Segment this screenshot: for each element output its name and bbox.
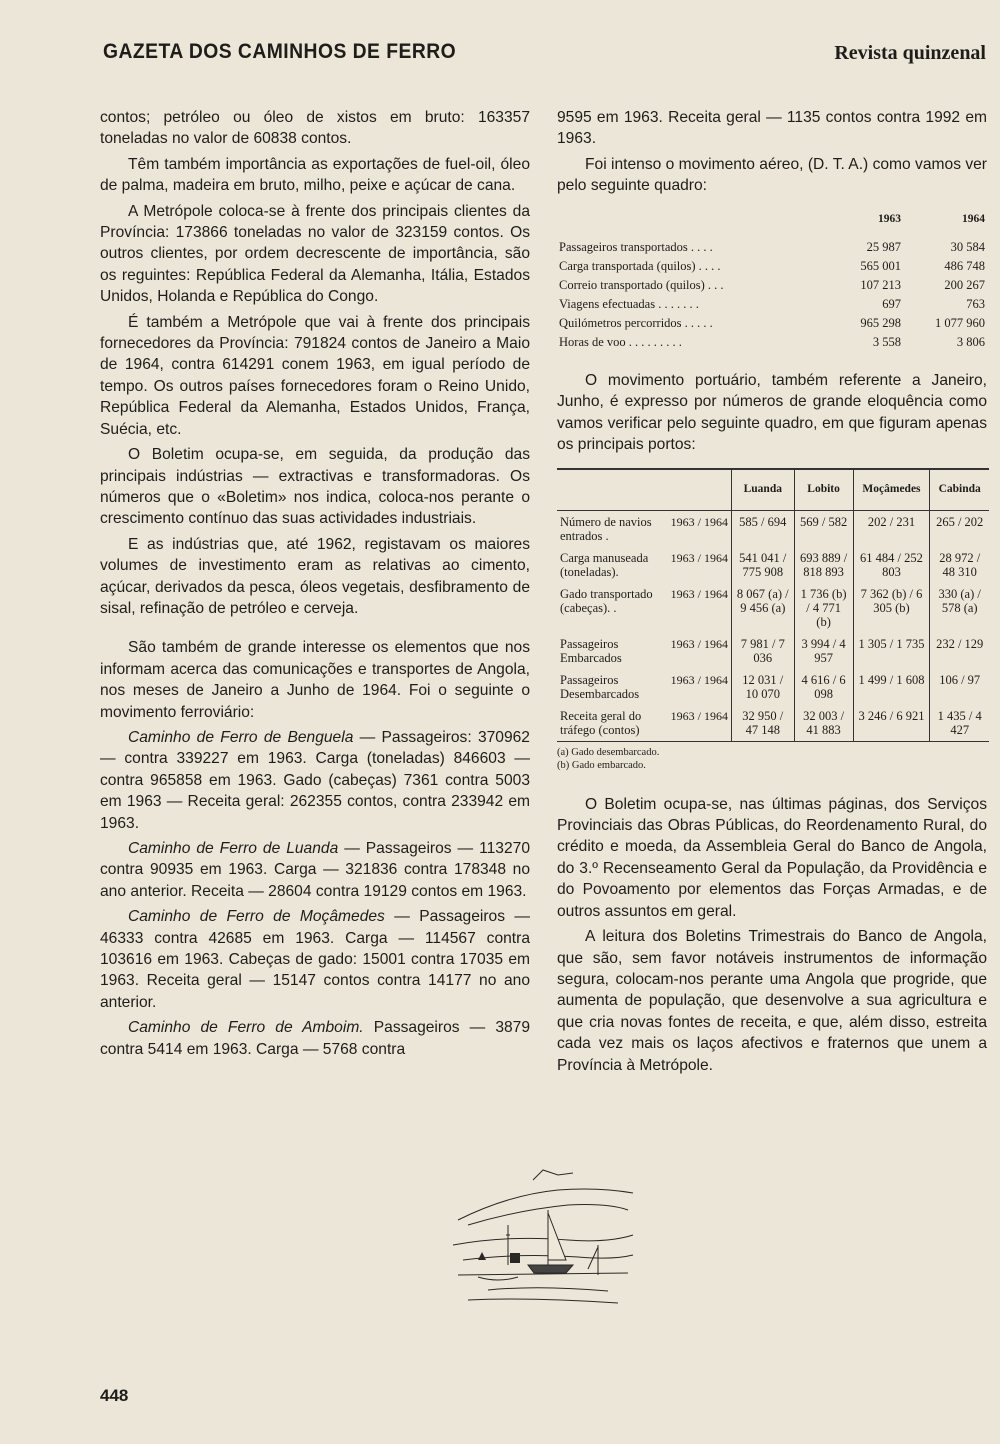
row-label: Viagens efectuadas . . . . . . . [559, 297, 699, 312]
cell: 693 889 / 818 893 [794, 547, 853, 583]
cell: 32 950 / 47 148 [732, 705, 795, 742]
cell: 541 041 / 775 908 [732, 547, 795, 583]
paragraph: É também a Metrópole que vai à frente dos principais fornecedores da Província: 791824 contos de Janeiro a Maio de 1964, contra 614291 conem 1963, em igual período de tempo. Os outros países fornecedores foram o Reino Unido, República Federal da Alemanha, Estados Unidos, França, Suécia, etc. [100, 313, 530, 438]
table-row [557, 276, 987, 295]
row-label: 1963 / 1964 Carga manuseada (toneladas). [560, 550, 728, 579]
row-years: 1963 / 1964 [670, 550, 728, 565]
cell: 486 748 [944, 259, 985, 274]
cell: 28 972 / 48 310 [930, 547, 989, 583]
cell: 3 246 / 6 921 [853, 705, 930, 742]
cell: 3 806 [956, 335, 985, 350]
railway-name: Caminho de Ferro de Moçâmedes [128, 908, 385, 926]
row-years: 1963 / 1964 [670, 636, 728, 651]
cell: 202 / 231 [853, 510, 930, 547]
row-label: Passageiros transportados . . . . [559, 240, 713, 255]
row-label: 1963 / 1964 Receita geral do tráfego (contos) [557, 705, 732, 742]
row-label: 1963 / 1964 Gado transportado (cabeças). . [560, 586, 728, 615]
paragraph: Foi intenso o movimento aéreo, (D. T. A.) como vamos ver pelo seguinte quadro: [557, 155, 987, 195]
table-row [557, 510, 989, 547]
row-label: Carga transportada (quilos) . . . . [559, 259, 721, 274]
cell: 965 298 [860, 316, 901, 331]
cell: 569 / 582 [794, 510, 853, 547]
table-row [557, 333, 987, 352]
railway-text: — Passageiros — 113270 contra 90935 em 1963. Carga — 321836 contra 178348 no ano anterior. Receita — 28604 contra 19129 contos em 1963. [100, 840, 530, 900]
row-label: Horas de voo . . . . . . . . . [559, 335, 682, 350]
cell: 585 / 694 [732, 510, 795, 547]
cell: 107 213 [860, 278, 901, 293]
cell: 1 736 (b) / 4 771 (b) [794, 583, 853, 633]
cell: 1 499 / 1 608 [853, 669, 930, 705]
journal-subtitle: Revista quinzenal [834, 42, 986, 64]
railway-name: Caminho de Ferro de Luanda [128, 840, 339, 857]
cell: 7 362 (b) / 6 305 (b) [853, 583, 930, 633]
cell: 30 584 [950, 240, 985, 255]
paragraph: O movimento portuário, também referente a Janeiro, Junho, é expresso por números de grande eloquência como vamos verificar pelo seguinte quadro, em que figuram apenas os principais portos: [557, 372, 987, 454]
table-row [557, 314, 987, 333]
cell: 12 031 / 10 070 [732, 669, 795, 705]
port-traffic-table [557, 468, 989, 742]
table-header-mocamedes: Moçâmedes [853, 469, 930, 511]
railway-name: Caminho de Ferro de Benguela [128, 728, 354, 746]
table-row [557, 257, 987, 276]
cell: 330 (a) / 578 (a) [930, 583, 989, 633]
left-column [100, 107, 530, 1064]
cell: 3 994 / 4 957 [794, 633, 853, 669]
table-row [557, 669, 989, 705]
cell: 25 987 [866, 240, 901, 255]
cell: 232 / 129 [930, 633, 989, 669]
paragraph: O Boletim ocupa-se, em seguida, da produção das principais indústrias — extractivas e transformadoras. Os números que o «Boletim» nos indica, coloca-nos perante o crescimento contínuo das suas actividades industriais. [100, 446, 530, 528]
table-row [557, 238, 987, 257]
cell: 1 077 960 [935, 316, 985, 331]
paragraph: A Metrópole coloca-se à frente dos principais clientes da Província: 173866 toneladas no valor de 323159 contos. Os outros clientes, por ordem decrescente de importância, são os reguintes: República Federal da Alemanha, Itália, Estados Unidos, Holanda e República do Congo. [100, 202, 530, 306]
note-b: (b) Gado embarcado. [557, 759, 646, 771]
right-column [557, 107, 987, 1080]
row-label: 1963 / 1964 Número de navios entrados . [560, 514, 728, 543]
cell: 763 [966, 297, 985, 312]
table-header-empty [557, 469, 732, 511]
cell: 106 / 97 [930, 669, 989, 705]
table-header-lobito: Lobito [794, 469, 853, 511]
paragraph [100, 727, 530, 834]
table-row [557, 583, 989, 633]
cell: 7 981 / 7 036 [732, 633, 795, 669]
paragraph [100, 1017, 530, 1060]
table-notes [557, 746, 987, 772]
cell: 61 484 / 252 803 [853, 547, 930, 583]
paragraph: E as indústrias que, até 1962, registavam os maiores volumes de investimento eram as relativas ao cimento, açúcar, derivados da pesca, óleos vegetais, desfibramento de sisal, refinação de petróleo e cerveja. [100, 535, 530, 617]
cell: 265 / 202 [930, 510, 989, 547]
table-row [557, 295, 987, 314]
paragraph: O Boletim ocupa-se, nas últimas páginas, dos Serviços Provinciais das Obras Públicas, do Reordenamento Rural, do crédito e moeda, da Assembleia Geral do Banco de Angola, do 3.º Recenseamento Geral da População, da Providência e do Povoamento por elementos das Forças Armadas, e de outros assuntos em geral. [557, 795, 987, 920]
paragraph: 9595 em 1963. Receita geral — 1135 contos contra 1992 em 1963. [557, 109, 987, 148]
row-label: Quilómetros percorridos . . . . . [559, 316, 713, 331]
railway-text: Passageiros — 3879 contra 5414 em 1963. Carga — 5768 contra [100, 1019, 531, 1058]
table-header-empty [557, 209, 819, 238]
journal-title: GAZETA DOS CAMINHOS DE FERRO [103, 40, 457, 63]
row-years: 1963 / 1964 [670, 586, 728, 601]
table-header-cabinda: Cabinda [930, 469, 989, 511]
row-label: 1963 / 1964 Passageiros Embarcados [560, 636, 728, 665]
cell: 1 305 / 1 735 [853, 633, 930, 669]
table-row [557, 705, 989, 742]
railway-text: — Passageiros: 370962 — contra 339227 em 1963. Carga (toneladas) 846603 — contra 965858 em 1963. Gado (cabeças) 7361 contra 5003 em 1963 — Receita geral: 262355 contos, contra 233942 em 1963. [100, 728, 530, 832]
page-number: 448 [100, 1386, 129, 1405]
row-label: 1963 / 1964 Passageiros Desembarcados [560, 672, 728, 701]
row-years: 1963 / 1964 [670, 708, 728, 723]
paragraph: contos; petróleo ou óleo de xistos em bruto: 163357 toneladas no valor de 60838 contos. [100, 109, 530, 148]
cell: 3 558 [872, 335, 901, 350]
paragraph: Têm também importância as exportações de fuel-oil, óleo de palma, madeira em bruto, milho, peixe e açúcar de cana. [100, 155, 530, 195]
cell: 4 616 / 6 098 [794, 669, 853, 705]
paragraph: São também de grande interesse os elementos que nos informam acerca das comunicações e transportes de Angola, nos meses de Janeiro a Junho de 1964. Foi o seguinte o movimento ferroviário: [100, 639, 530, 721]
table-row [557, 547, 989, 583]
row-years: 1963 / 1964 [670, 514, 728, 529]
cell: 32 003 / 41 883 [794, 705, 853, 742]
cell: 565 001 [860, 259, 901, 274]
air-traffic-table [557, 209, 987, 352]
paragraph [100, 838, 530, 902]
table-row [557, 633, 989, 669]
railway-text: — Passageiros — 46333 contra 42685 em 1963. Carga — 114567 contra 103616 em 1963. Cabeças de gado: 15001 contra 17035 em 1963. Receita geral — 15147 contos contra 14177 no ano anterior. [100, 908, 531, 1011]
table-header-1963: 1963 [878, 212, 901, 225]
harbor-illustration [448, 1165, 638, 1315]
cell: 697 [882, 297, 901, 312]
row-label: Correio transportado (quilos) . . . [559, 278, 724, 293]
table-header-luanda: Luanda [732, 469, 795, 511]
note-a: (a) Gado desembarcado. [557, 746, 660, 758]
cell: 1 435 / 4 427 [930, 705, 989, 742]
cell: 8 067 (a) / 9 456 (a) [732, 583, 795, 633]
paragraph: A leitura dos Boletins Trimestrais do Banco de Angola, que são, sem favor notáveis instrumentos de informação segura, colocam-nos perante uma Angola que progride, que aumenta de população, que desenvolve a sua agricultura e que cria novas fontes de receita, e que, além disso, estreita cada vez mais os laços afectivos e fraternos que unem a Província à Metrópole. [557, 928, 987, 1074]
railway-name: Caminho de Ferro de Amboim. [128, 1019, 364, 1037]
row-years: 1963 / 1964 [670, 672, 728, 687]
paragraph [100, 906, 530, 1013]
table-header-1964: 1964 [962, 212, 985, 225]
cell: 200 267 [944, 278, 985, 293]
